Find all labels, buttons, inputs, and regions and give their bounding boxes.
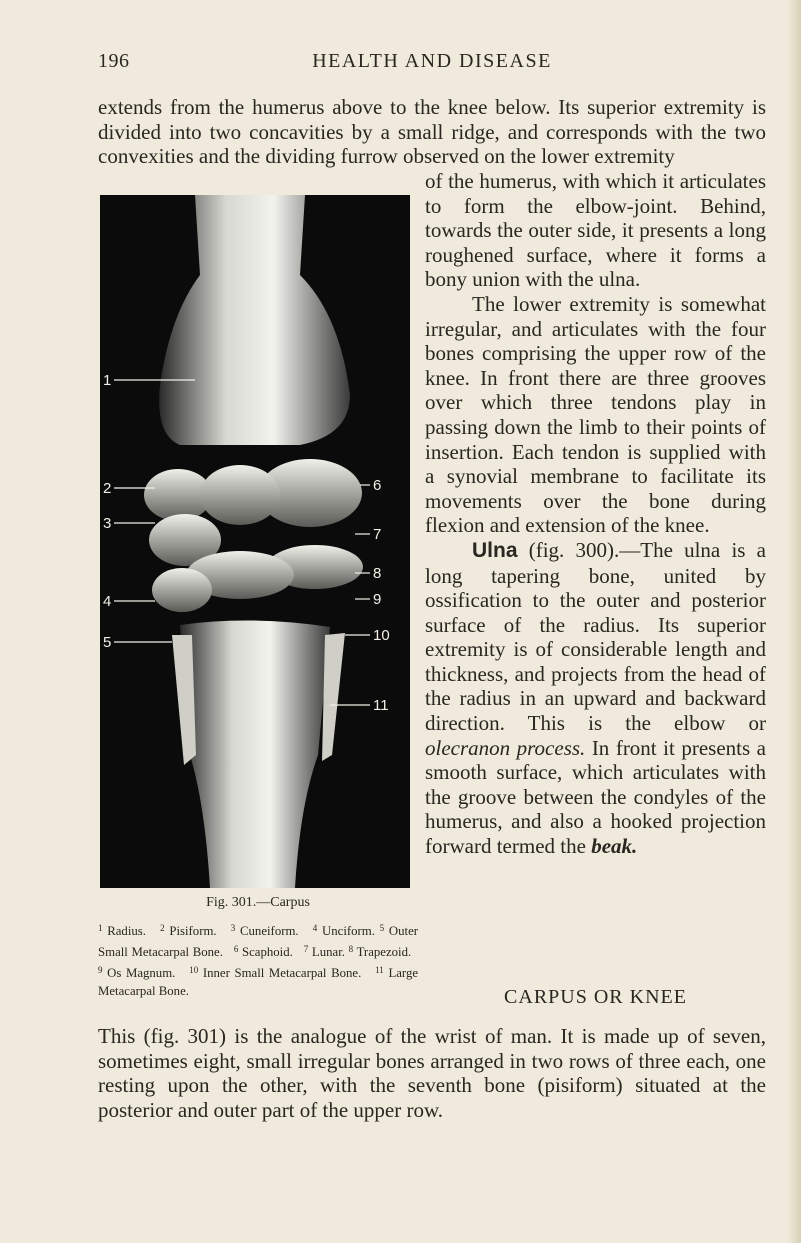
large-metacarpal-bone — [180, 620, 330, 888]
legend-text: Cuneiform. — [239, 924, 299, 938]
legend-text: Trapezoid. — [356, 945, 412, 959]
figure-label-10: 10 — [373, 627, 390, 644]
inner-small-metacarpal-bone — [322, 633, 345, 761]
legend-num: 6 — [233, 944, 239, 954]
column-paragraph-2: The lower extremity is somewhat irregular, and articulates with the four bones comprising the upper row of the knee. In front there are three grooves over which three tendons play in passing down the limb to their points of insertion. Each tendon is supplied with a synovial membrane to facilitate its movements over the bone during flexion and extension of the knee. — [425, 291, 766, 538]
legend-num: 8 — [348, 944, 354, 954]
legend-text: Pisiform. — [169, 924, 217, 938]
figure-caption: Fig. 301.—Carpus — [206, 895, 310, 910]
legend-num: 11 — [375, 965, 384, 975]
legend-num: 3 — [230, 923, 236, 933]
legend-text: Lunar. — [311, 945, 345, 959]
carpus-figure — [100, 195, 410, 888]
right-column — [425, 169, 766, 859]
radius-bone — [159, 195, 350, 445]
figure-label-3: 3 — [103, 515, 112, 532]
ulna-italic-beak: beak. — [591, 834, 638, 859]
section-heading: CARPUS OR KNEE — [504, 986, 687, 1008]
legend-text: Os Magnum. — [107, 966, 176, 980]
unciform-bone — [152, 568, 212, 612]
figure-label-8: 8 — [373, 565, 382, 582]
body-paragraph-carpus: This (fig. 301) is the analogue of the wrist of man. It is made up of seven, sometimes eight, small irregular bones arranged in two rows of three each, one resting upon the other, with the seventh bone (pisiform) situated at the posterior and outer part of the upper row. — [98, 1024, 766, 1122]
legend-num: 1 — [98, 923, 103, 933]
legend-num: 10 — [189, 965, 199, 975]
legend-num: 7 — [303, 944, 309, 954]
outer-small-metacarpal-bone — [172, 635, 196, 765]
legend-num: 9 — [98, 965, 103, 975]
figure-label-5: 5 — [103, 634, 112, 651]
legend-text: Scaphoid. — [242, 945, 293, 959]
figure-label-6: 6 — [373, 477, 382, 494]
figure-legend — [98, 919, 418, 1000]
column-paragraph-1: of the humerus, with which it articulates to form the elbow-joint. Behind, towards the outer side, it presents a long roughened surface, where it forms a bony union with the ulna. — [425, 169, 766, 292]
ulna-text-a: (fig. 300).—The ulna is a long tapering bone, united by ossification to the outer and posterior surface of the radius. Its superior extremity is of considerable length and thickness, and projects from the head of the radius in an upward and backward direction. This is the elbow or — [425, 537, 766, 736]
figure-label-9: 9 — [373, 591, 382, 608]
legend-text: Inner Small Metacarpal Bone. — [202, 966, 362, 980]
carpus-illustration — [100, 195, 410, 888]
figure-label-1: 1 — [103, 372, 112, 389]
legend-text: Radius. — [107, 924, 146, 938]
legend-text: Large Metacarpal Bone. — [98, 966, 419, 998]
legend-text: Outer Small Metacarpal Bone. — [98, 924, 419, 959]
figure-label-2: 2 — [103, 480, 112, 497]
page-edge-shading — [787, 0, 801, 1243]
legend-num: 5 — [379, 923, 385, 933]
page-number: 196 — [98, 50, 130, 72]
body-paragraph-intro: extends from the humerus above to the knee below. Its superior extremity is divided into two concavities by a small ridge, and corresponds with the two convexities and the dividing furrow observed on the lower extremity — [98, 95, 766, 169]
ulna-italic-olecranon: olecranon process. — [425, 735, 586, 760]
running-head — [98, 50, 766, 74]
figure-label-7: 7 — [373, 526, 382, 543]
running-head-title: HEALTH AND DISEASE — [312, 50, 552, 72]
ulna-run-in-heading: Ulna — [472, 538, 518, 562]
legend-num: 4 — [312, 923, 318, 933]
legend-text: Unciform. — [322, 924, 375, 938]
ulna-text-b: In front it presents a smooth surface, which articulates with the groove between the condyles of the humerus, and also a hooked projection forward termed the — [425, 735, 766, 859]
figure-label-11: 11 — [373, 697, 389, 714]
column-paragraph-ulna — [425, 538, 766, 859]
figure-label-4: 4 — [103, 593, 112, 610]
legend-num: 2 — [160, 923, 165, 933]
lunar-bone — [200, 465, 280, 525]
